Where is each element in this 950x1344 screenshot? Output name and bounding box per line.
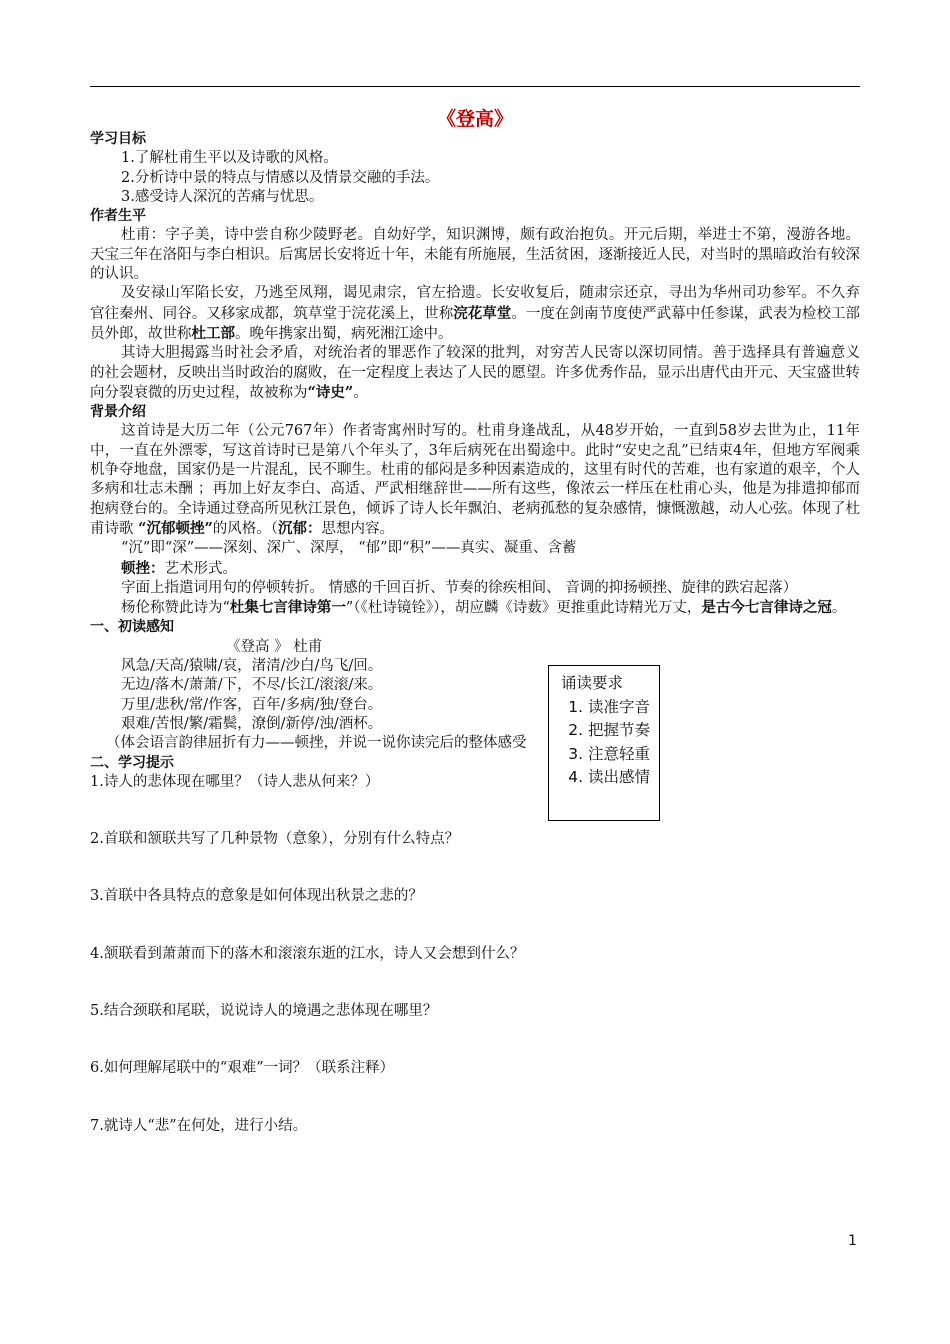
document-body [90, 130, 860, 1136]
question-item: 7.就诗人“悲”在何处，进行小结。 [90, 1117, 308, 1134]
poem-title: 《登高 》 杜甫 [226, 638, 323, 655]
bio-paragraph-2: 及安禄山军陷长安，乃逃至凤翔，谒见肃宗，官左拾遗。长安收复后，随肃宗还京，寻出为华州司功参军。不久弃官往秦州、同谷。又移家成都，筑草堂于浣花溪上，世称浣花草堂。一度在剑南节度使严武幕中任参谋，武表为检校工部员外郎，故世称杜工部。晚年携家出蜀，病死湘江途中。 [90, 285, 861, 342]
reading-requirement-item: 4. 读出感情 [588, 766, 659, 790]
background-paragraph-2: “沉”即“深”——深刻、深广、深厚， “郁”即“积”——真实、凝重、含蓄 [121, 540, 577, 557]
reading-requirements-list [561, 696, 659, 790]
background-heading: 背景介绍 [90, 404, 146, 421]
bold-term: 杜集七言律诗第一 [229, 599, 346, 617]
bold-term: 顿挫： [121, 559, 165, 577]
poem-line: 万里/悲秋/常/作客，百年/多病/独/登台。 [121, 696, 383, 713]
bold-term: 是古今七言律诗之冠 [701, 599, 832, 617]
bold-term: “沉郁顿挫” [138, 519, 213, 537]
objective-item: 2.分析诗中景的特点与情感以及情景交融的手法。 [121, 169, 440, 186]
poem-line: 艰难/苦恨/繁/霜鬓，潦倒/新停/浊/酒杯。 [121, 715, 383, 732]
question-item: 2.首联和颔联共写了几种景物（意象），分别有什么特点？ [90, 831, 460, 848]
question-item: 1.诗人的悲体现在哪里？（诗人悲从何来？） [90, 773, 380, 790]
header-rule [90, 86, 860, 87]
bold-term: 浣花草堂 [453, 304, 512, 322]
reading-requirement-item: 1. 读准字音 [588, 696, 659, 720]
study-tips-heading: 二、学习提示 [90, 754, 174, 771]
bio-heading: 作者生平 [90, 208, 146, 225]
first-reading-heading: 一、初读感知 [90, 619, 174, 636]
objectives-heading: 学习目标 [90, 131, 146, 147]
page-title: 《登高》 [436, 108, 513, 130]
background-paragraph-4: 字面上指遣词用句的停顿转折。 情感的千回百折、节奏的徐疾相间、 音调的抑扬顿挫、旋律的跌宕起落） [121, 579, 798, 596]
background-paragraph-1: 这首诗是大历二年（公元767年）作者寄寓州时写的。杜甫身逢战乱，从48岁开始，一直到58岁去世为止，11年中，一直在外漂零，写这首诗时已是第八个年头了，3年后病死在出蜀途中。此时“安史之乱”已结束4年，但地方军阀乘机争夺地盘，国家仍是一片混乱，民不聊生。杜甫的郁闷是多种因素造成的，这里有时代的苦难，也有家道的艰辛，个人多病和壮志未酬 ；再加上好友李白、高适、严武相继辞世——所有这些，像浓云一样压在杜甫心头，他是为排遣抑郁而抱病登台的。全诗通过登高所见秋江景色，倾诉了诗人长年飘泊、老病孤愁的复杂感情，慷慨激越，动人心弦。体现了杜甫诗歌 “沉郁顿挫”的风格。（沉郁：思想内容。 [90, 423, 860, 537]
reading-requirement-item: 2. 把握节奏 [588, 719, 659, 743]
reading-note: （体会语言韵律屈折有力——顿挫，并说一说你读完后的整体感受 [106, 735, 527, 752]
bio-paragraph-1: 杜甫：字子美，诗中尝自称少陵野老。自幼好学，知识渊博，颇有政治抱负。开元后期，举进士不第，漫游各地。天宝三年在洛阳与李白相识。后寓居长安将近十年，未能有所施展，生活贫困，逐渐接近人民，对当时的黑暗政治有较深的认识。 [90, 227, 860, 283]
question-item: 5.结合颈联和尾联，说说诗人的境遇之悲体现在哪里？ [90, 1002, 438, 1019]
background-paragraph-5: 杨伦称赞此诗为“杜集七言律诗第一”（《杜诗镜铨》），胡应麟《诗薮》更推重此诗精光万丈，是古今七言律诗之冠。 [121, 599, 847, 617]
question-item: 3.首联中各具特点的意象是如何体现出秋景之悲的？ [90, 888, 423, 905]
bold-term: 杜工部 [191, 324, 235, 342]
objective-item: 1.了解杜甫生平以及诗歌的风格。 [121, 150, 338, 167]
page-number: 1 [848, 1233, 857, 1249]
reading-box-title: 诵读要求 [561, 674, 624, 692]
question-item: 4.颔联看到萧萧而下的落木和滚滚东逝的江水，诗人又会想到什么？ [90, 945, 525, 962]
objective-item: 3.感受诗人深沉的苦痛与忧思。 [121, 188, 324, 205]
reading-requirements-box [548, 665, 660, 821]
question-item: 6.如何理解尾联中的“艰难”一词？（联系注释） [90, 1060, 395, 1077]
background-paragraph-3: 顿挫：艺术形式。 [121, 559, 237, 577]
bio-paragraph-3: 其诗大胆揭露当时社会矛盾，对统治者的罪恶作了较深的批判，对穷苦人民寄以深切同情。善于选择具有普遍意义的社会题材，反映出当时政治的腐败，在一定程度上表达了人民的愿望。许多优秀作品，显示出唐代由开元、天宝盛世转向分裂衰微的历史过程，故被称为“诗史”。 [90, 345, 860, 401]
poem-line: 风急/天高/猿啸/哀，渚清/沙白/鸟飞/回。 [121, 658, 383, 675]
reading-requirement-item: 3. 注意轻重 [588, 743, 659, 767]
bold-term: “诗史” [307, 383, 354, 401]
bold-term: 沉郁： [278, 519, 322, 537]
poem-line: 无边/落木/萧萧/下，不尽/长江/滚滚/来。 [121, 677, 383, 694]
